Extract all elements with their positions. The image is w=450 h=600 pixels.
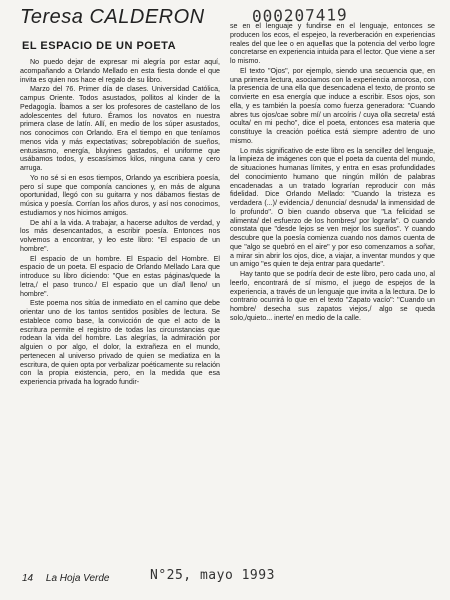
- page-footer: [22, 573, 109, 584]
- publication-name: La Hoja Verde: [45, 573, 110, 584]
- left-column: [20, 58, 220, 563]
- article-title: EL ESPACIO DE UN POETA: [22, 40, 177, 52]
- paragraph: De ahí a la vida. A trabajar, a hacerse adultos de verdad, y los más desencantados, a escribir poesía. Entonces nos volvemos a encontrar, y leo este libro: "El espacio de un hombre".: [20, 218, 220, 253]
- handwritten-issue-date: N°25, mayo 1993: [150, 568, 275, 583]
- paragraph: Marzo del 76. Primer día de clases. Universidad Católica, campus Oriente. Todos asustados, pollitos al kínder de la Pedagogía. Íbamos a ser los profesores de castellano de los adolescentes del futuro. Éramos los novatos en nuestra primera clase de latín. Allí, en medio de los súper asustados, nos conocimos con Orlando. Era el tiempo en que teníamos menos vida y más expectativas; sobrepoblación de sueños, entusiasmo, energía, bluyines gastados, el uniforme que usábamos todos, y escasísimos kilos, ninguna cana y cero arruga.: [20, 85, 220, 172]
- right-column: [230, 22, 435, 562]
- paragraph: Hay tanto que se podría decir de este libro, pero cada uno, al leerlo, encontrará de sí mismo, el juego de espejos de la experiencia, a través de un lenguaje que invita a la lectura. De lo contrario ocurrirá lo que en el texto "Zapato vacío": "Cuando un hombre/ desecha sus zapatos viejos,/ algo se queda solo,/quieto... inerte/ en medio de la calle.: [230, 270, 435, 322]
- paragraph: No puedo dejar de expresar mi alegría por estar aquí, acompañando a Orlando Mellado en esta fiesta donde el que invita es quien nos hace el regalo de su libro.: [20, 58, 220, 84]
- paragraph: Este poema nos sitúa de inmediato en el camino que debe orientar uno de los tantos sentidos posibles de lectura. Se establece como base, la convicción de que el acto de la escritura permite el registro de todas las circunstancias que rodean la vida del hombre. Las alegrías, la admiración por alguien o por algo, el dolor, la extrañeza en el mundo, pertenecen al universo privado de quien se mediatiza en la escritura, de quien opta por verbalizar poéticamente su relación con la propia existencia, pero, en la medida que esa experiencia privada ha logrado fundir-: [20, 299, 220, 386]
- author-name: Teresa CALDERON: [20, 6, 205, 28]
- paragraph: El espacio de un hombre. El Espacio del Hombre. El espacio de un poeta. El espacio de Orlando Mellado Lara que introduce su libro diciendo: "Que en estas páginas/quede la letra,/ el paso trunco./ El espacio que un día/l lleno/ un hombre".: [20, 254, 220, 298]
- paragraph: Yo no sé si en esos tiempos, Orlando ya escribiera poesía, pero sí supe que componía canciones y, en más de alguna oportunidad, llegó con su guitarra y nos dábamos fiestas de música y poesía. Corrían los años duros, y así nos conocimos, estudiamos y nos hicimos amigos.: [20, 173, 220, 217]
- paragraph: Lo más significativo de este libro es la sencillez del lenguaje, la limpieza de imágenes con que el poeta da cuenta del mundo, de situaciones humanas límites, y entra en esas profundidades del conocimiento humano que ningún millón de palabras encadenadas a un tratado lograrían reproducir con más fidelidad. Dice Orlando Mellado: "Cuando la tristeza es verdadera (...)/ evidencia,/ denuncia/ desnuda/ la inmensidad de lo profundo". O bien cuando observa que "La felicidad se alimenta/ del esfuerzo de los hombres/ por lograrla". O cuando constata que "desde lejos se ven mejor los sueños". Y cuando descubre que la poesía comienza cuando nos damos cuenta de que "algo se quebró en el aire" y por eso comenzamos a soñar, a mirar sin abrir los ojos, dice, a viajar, a inventar mundos y que un amigo "es quien te deja entrar para quedarte".: [230, 146, 435, 269]
- page-number: 14: [22, 573, 34, 584]
- paragraph: El texto "Ojos", por ejemplo, siendo una secuencia que, en una primera lectura, asociamos con la experiencia amorosa, con la presencia de una ella que desencadena el texto, de pronto se convierte en esa energía que induce a escribir. Esos ojos, son ella, y es también la poesía como fuerza generadora: "Cuando abres tus ojos/cae sobre mí/ un arcoíris / cuya olla secreta/ está oculta/ en mi pecho", dice el poeta, entonces esa materia que constituye la creación poética está siempre adentro de uno mismo.: [230, 66, 435, 145]
- paragraph: se en el lenguaje y fundirse en el lenguaje, entonces se producen los ecos, el espejeo, la reverberación en experiencias reales del que lee o en aquellas que la potencia del verbo logre concretarse en experiencia intuida para el lector. Que viene a ser lo mismo.: [230, 22, 435, 65]
- handwritten-catalog-number: 000207419: [251, 5, 348, 26]
